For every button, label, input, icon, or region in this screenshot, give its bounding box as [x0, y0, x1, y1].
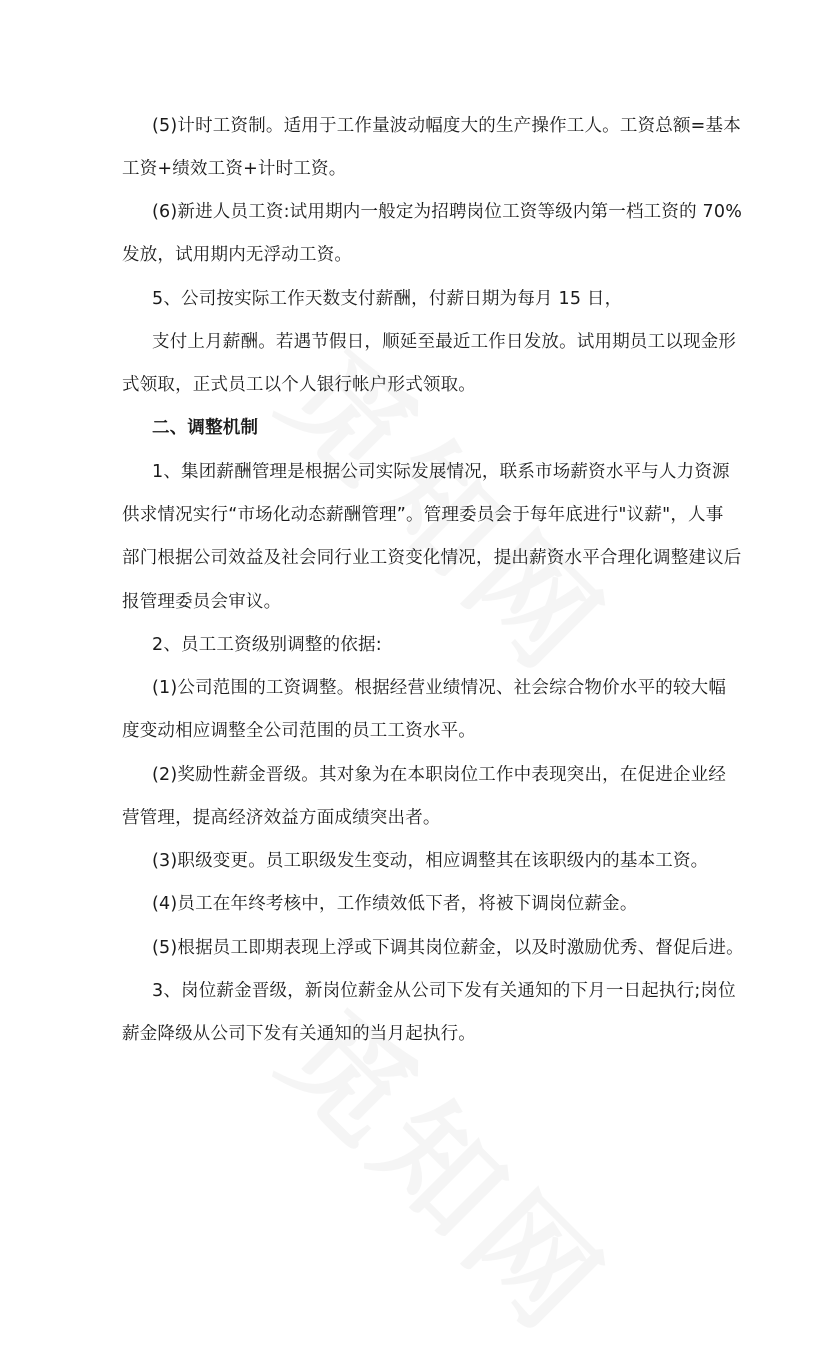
- paragraph-line: 营管理，提高经济效益方面成绩突出者。: [122, 808, 441, 828]
- paragraph-line: (3)职级变更。员工职级发生变动，相应调整其在该职级内的基本工资。: [152, 851, 709, 871]
- paragraph-line: 部门根据公司效益及社会同行业工资变化情况，提出薪资水平合理化调整建议后: [122, 548, 742, 568]
- paragraph-line: 工资+绩效工资+计时工资。: [122, 159, 347, 179]
- paragraph-line: 1、集团薪酬管理是根据公司实际发展情况，联系市场薪资水平与人力资源: [152, 462, 730, 482]
- paragraph-line: (6)新进人员工资:试用期内一般定为招聘岗位工资等级内第一档工资的 70%: [152, 202, 743, 222]
- paragraph-line: (2)奖励性薪金晋级。其对象为在本职岗位工作中表现突出，在促进企业经: [152, 765, 727, 785]
- paragraph-line: (4)员工在年终考核中，工作绩效低下者，将被下调岗位薪金。: [152, 894, 638, 914]
- paragraph-line: 式领取，正式员工以个人银行帐户形式领取。: [122, 375, 476, 395]
- paragraph-line: 2、员工工资级别调整的依据:: [152, 635, 382, 655]
- paragraph-line: 薪金降级从公司下发有关通知的当月起执行。: [122, 1024, 476, 1044]
- paragraph-line: 支付上月薪酬。若遇节假日，顺延至最近工作日发放。试用期员工以现金形: [152, 332, 737, 352]
- paragraph-line: (5)根据员工即期表现上浮或下调其岗位薪金，以及时激励优秀、督促后进。: [152, 938, 744, 958]
- paragraph-line: (1)公司范围的工资调整。根据经营业绩情况、社会综合物价水平的较大幅: [152, 678, 727, 698]
- paragraph-line: (5)计时工资制。适用于工作量波动幅度大的生产操作工人。工资总额=基本: [152, 116, 741, 136]
- paragraph-line: 报管理委员会审议。: [122, 592, 282, 612]
- paragraph-line: 3、岗位薪金晋级，新岗位薪金从公司下发有关通知的下月一日起执行;岗位: [152, 981, 736, 1001]
- section-heading: 二、调整机制: [152, 418, 259, 438]
- paragraph-line: 发放，试用期内无浮动工资。: [122, 245, 353, 265]
- paragraph-line: 5、公司按实际工作天数支付薪酬，付薪日期为每月 15 日，: [152, 289, 623, 309]
- paragraph-line: 度变动相应调整全公司范围的员工工资水平。: [122, 721, 476, 741]
- paragraph-line: 供求情况实行“市场化动态薪酬管理”。管理委员会于每年底进行"议薪"，人事: [122, 505, 724, 525]
